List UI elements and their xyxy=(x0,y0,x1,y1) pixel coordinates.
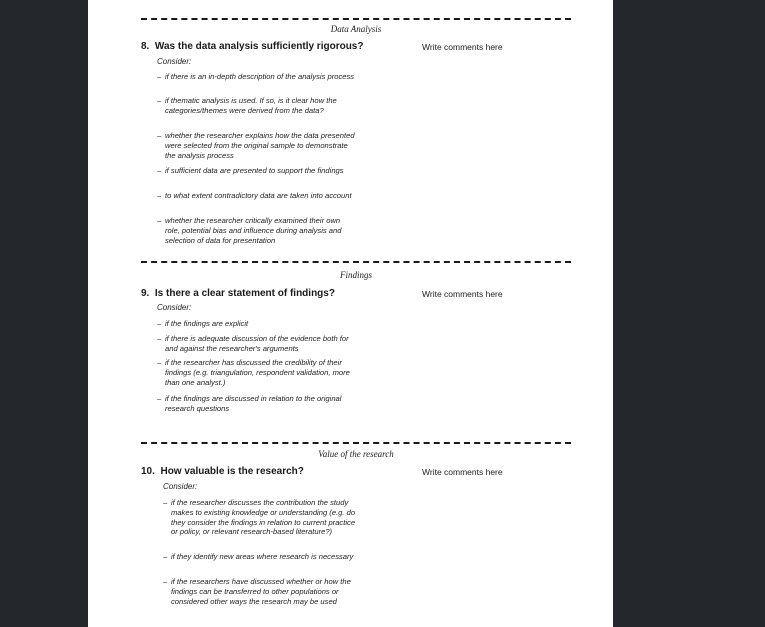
list-item: – if the findings are explicit xyxy=(157,319,249,328)
question-text: Is there a clear statement of findings? xyxy=(154,288,335,299)
list-item: – if there is adequate discussion of the evidence both for and against the researcher's arguments xyxy=(157,334,349,353)
list-item: – if they identify new areas where research is necessary xyxy=(163,552,354,561)
consider-label: Consider: xyxy=(157,57,192,66)
section-divider xyxy=(141,442,571,444)
question-8 xyxy=(141,41,363,52)
question-10 xyxy=(141,466,304,477)
section-title: Findings xyxy=(339,270,372,280)
section-divider xyxy=(141,18,571,20)
list-item: – if thematic analysis is used. If so, is it clear how the categories/themes were derived from the data? xyxy=(157,96,337,115)
comments-field[interactable]: Write comments here xyxy=(422,289,503,299)
question-9 xyxy=(141,288,335,299)
question-number: 10. xyxy=(141,466,155,477)
comments-field[interactable]: Write comments here xyxy=(422,42,503,52)
question-number: 9. xyxy=(141,288,150,299)
section-title: Data Analysis xyxy=(330,24,382,34)
list-item: – if sufficient data are presented to support the findings xyxy=(157,166,344,175)
question-number: 8. xyxy=(141,41,150,52)
document-page xyxy=(88,0,613,627)
list-item: – whether the researcher explains how the data presented were selected from the original sample to demonstrate the analysis process xyxy=(157,131,355,160)
list-item: – if the researcher has discussed the credibility of their findings (e.g. triangulation, respondent validation, more than one analyst.) xyxy=(157,358,350,387)
list-item: – whether the researcher critically examined their own role, potential bias and influence during analysis and selection of data for presentation xyxy=(157,216,342,245)
list-item: – if there is an in-depth description of the analysis process xyxy=(157,72,355,81)
consider-label: Consider: xyxy=(157,303,192,312)
list-item: – if the researcher discusses the contribution the study makes to existing knowledge or understanding (e.g. do they consider the findings in relation to current practice or policy, or relevant research-based literature?) xyxy=(163,498,356,537)
list-item: – if the researchers have discussed whether or how the findings can be transferred to other populations or considered other ways the research may be used xyxy=(163,577,351,606)
consider-label: Consider: xyxy=(163,482,198,491)
question-text: Was the data analysis sufficiently rigorous? xyxy=(154,41,364,52)
question-text: How valuable is the research? xyxy=(160,466,304,477)
section-divider xyxy=(141,261,571,263)
comments-field[interactable]: Write comments here xyxy=(422,467,503,477)
list-item: – to what extent contradictory data are taken into account xyxy=(157,191,352,200)
section-title: Value of the research xyxy=(318,449,394,459)
list-item: – if the findings are discussed in relation to the original research questions xyxy=(157,394,342,413)
